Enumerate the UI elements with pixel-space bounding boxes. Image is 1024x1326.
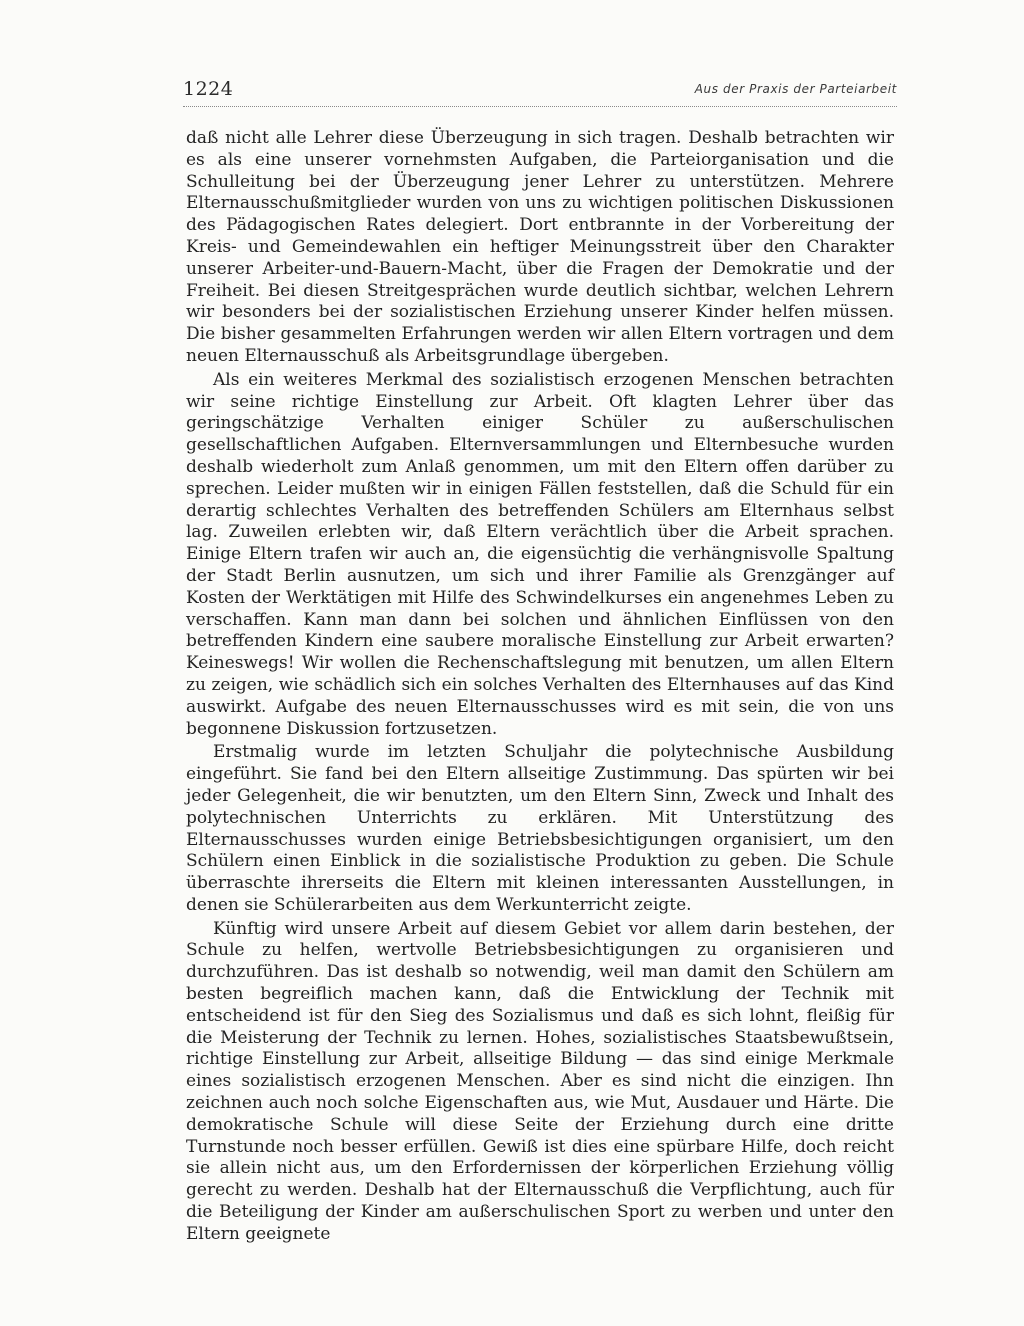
running-head: Aus der Praxis der Parteiarbeit xyxy=(694,82,897,96)
paragraph-2: Als ein weiteres Merkmal des sozialistisch erzogenen Menschen betrachten wir seine richtige Einstellung zur Arbeit. Oft klagten Lehrer über das geringschätzige Verhalten einiger Schüler zu außerschulischen gesellschaftlichen Aufgaben. Elternversammlungen und Elternbesuche wurden deshalb wiederholt zum Anlaß genommen, um mit den Eltern offen darüber zu sprechen. Leider mußten wir in einigen Fällen feststellen, daß die Schuld für ein derartig schlechtes Verhalten des betreffenden Schülers am Elternhaus selbst lag. Zuweilen erlebten wir, daß Eltern verächtlich über die Arbeit sprachen. Einige Eltern trafen wir auch an, die eigensüchtig die verhängnisvolle Spaltung der Stadt Berlin ausnutzen, um sich und ihrer Familie als Grenzgänger auf Kosten der Werktätigen mit Hilfe des Schwindelkurses ein angenehmes Leben zu verschaffen. Kann man dann bei solchen und ähnlichen Einflüssen von den betreffenden Kindern eine saubere moralische Einstellung zur Arbeit erwarten? Keineswegs! Wir wollen die Rechenschaftslegung mit benutzen, um allen Eltern zu zeigen, wie schädlich sich ein solches Verhalten des Elternhauses auf das Kind auswirkt. Aufgabe des neuen Elternausschusses wird es mit sein, die von uns begonnene Diskussion fortzusetzen. xyxy=(186,369,894,739)
paragraph-4: Künftig wird unsere Arbeit auf diesem Gebiet vor allem darin bestehen, der Schule zu helfen, wertvolle Betriebsbesichtigungen zu organisieren und durchzuführen. Das ist deshalb so notwendig, weil man damit den Schülern am besten begreiflich machen kann, daß die Entwicklung der Technik mit entscheidend ist für den Sieg des Sozialismus und daß es sich lohnt, fleißig für die Meisterung der Technik zu lernen. Hohes, sozialistisches Staatsbewußtsein, richtige Einstellung zur Arbeit, allseitige Bildung — das sind einige Merkmale eines sozialistisch erzogenen Menschen. Aber es sind nicht die einzigen. Ihn zeichnen auch noch solche Eigenschaften aus, wie Mut, Ausdauer und Härte. Die demokratische Schule will diese Seite der Erziehung durch eine dritte Turnstunde noch besser erfüllen. Gewiß ist dies eine spürbare Hilfe, doch reicht sie allein nicht aus, um den Erfordernissen der körperlichen Erziehung völlig gerecht zu werden. Deshalb hat der Elternausschuß die Verpflichtung, auch für die Beteiligung der Kinder am außerschulischen Sport zu werben und unter den Eltern geeignete xyxy=(186,918,894,1244)
paragraph-1: daß nicht alle Lehrer diese Überzeugung in sich tragen. Deshalb betrachten wir es als eine unserer vornehmsten Aufgaben, die Parteiorganisation und die Schulleitung bei der Überzeugung jener Lehrer zu unterstützen. Mehrere Elternausschußmitglieder wurden von uns zu wichtigen politischen Diskussionen des Pädagogischen Rates delegiert. Dort entbrannte in der Vorbereitung der Kreis- und Gemeindewahlen ein heftiger Meinungsstreit über den Charakter unserer Arbeiter-und-Bauern-Macht, über die Fragen der Demokratie und der Freiheit. Bei diesen Streitgesprächen wurde deutlich sichtbar, welchen Lehrern wir besonders bei der sozialistischen Erziehung unserer Kinder helfen müssen. Die bisher gesammelten Erfahrungen werden wir allen Eltern vortragen und dem neuen Elternausschuß als Arbeitsgrundlage übergeben. xyxy=(186,128,894,366)
page-header xyxy=(183,78,897,106)
page-number: 1224 xyxy=(183,78,234,100)
header-divider xyxy=(183,106,897,107)
paragraph-3: Erstmalig wurde im letzten Schuljahr die polytechnische Ausbildung eingeführt. Sie fand bei den Eltern allseitige Zustimmung. Das spürten wir bei jeder Gelegenheit, die wir benutzten, um den Eltern Sinn, Zweck und Inhalt des polytechnischen Unterrichts zu erklären. Mit Unterstützung des Elternausschusses wurden einige Betriebsbesichtigungen organisiert, um den Schülern einen Einblick in die sozialistische Produktion zu geben. Die Schule überraschte ihrerseits die Eltern mit kleinen interessanten Ausstellungen, in denen sie Schülerarbeiten aus dem Werkunterricht zeigte. xyxy=(186,742,894,915)
body-text xyxy=(186,128,894,1246)
